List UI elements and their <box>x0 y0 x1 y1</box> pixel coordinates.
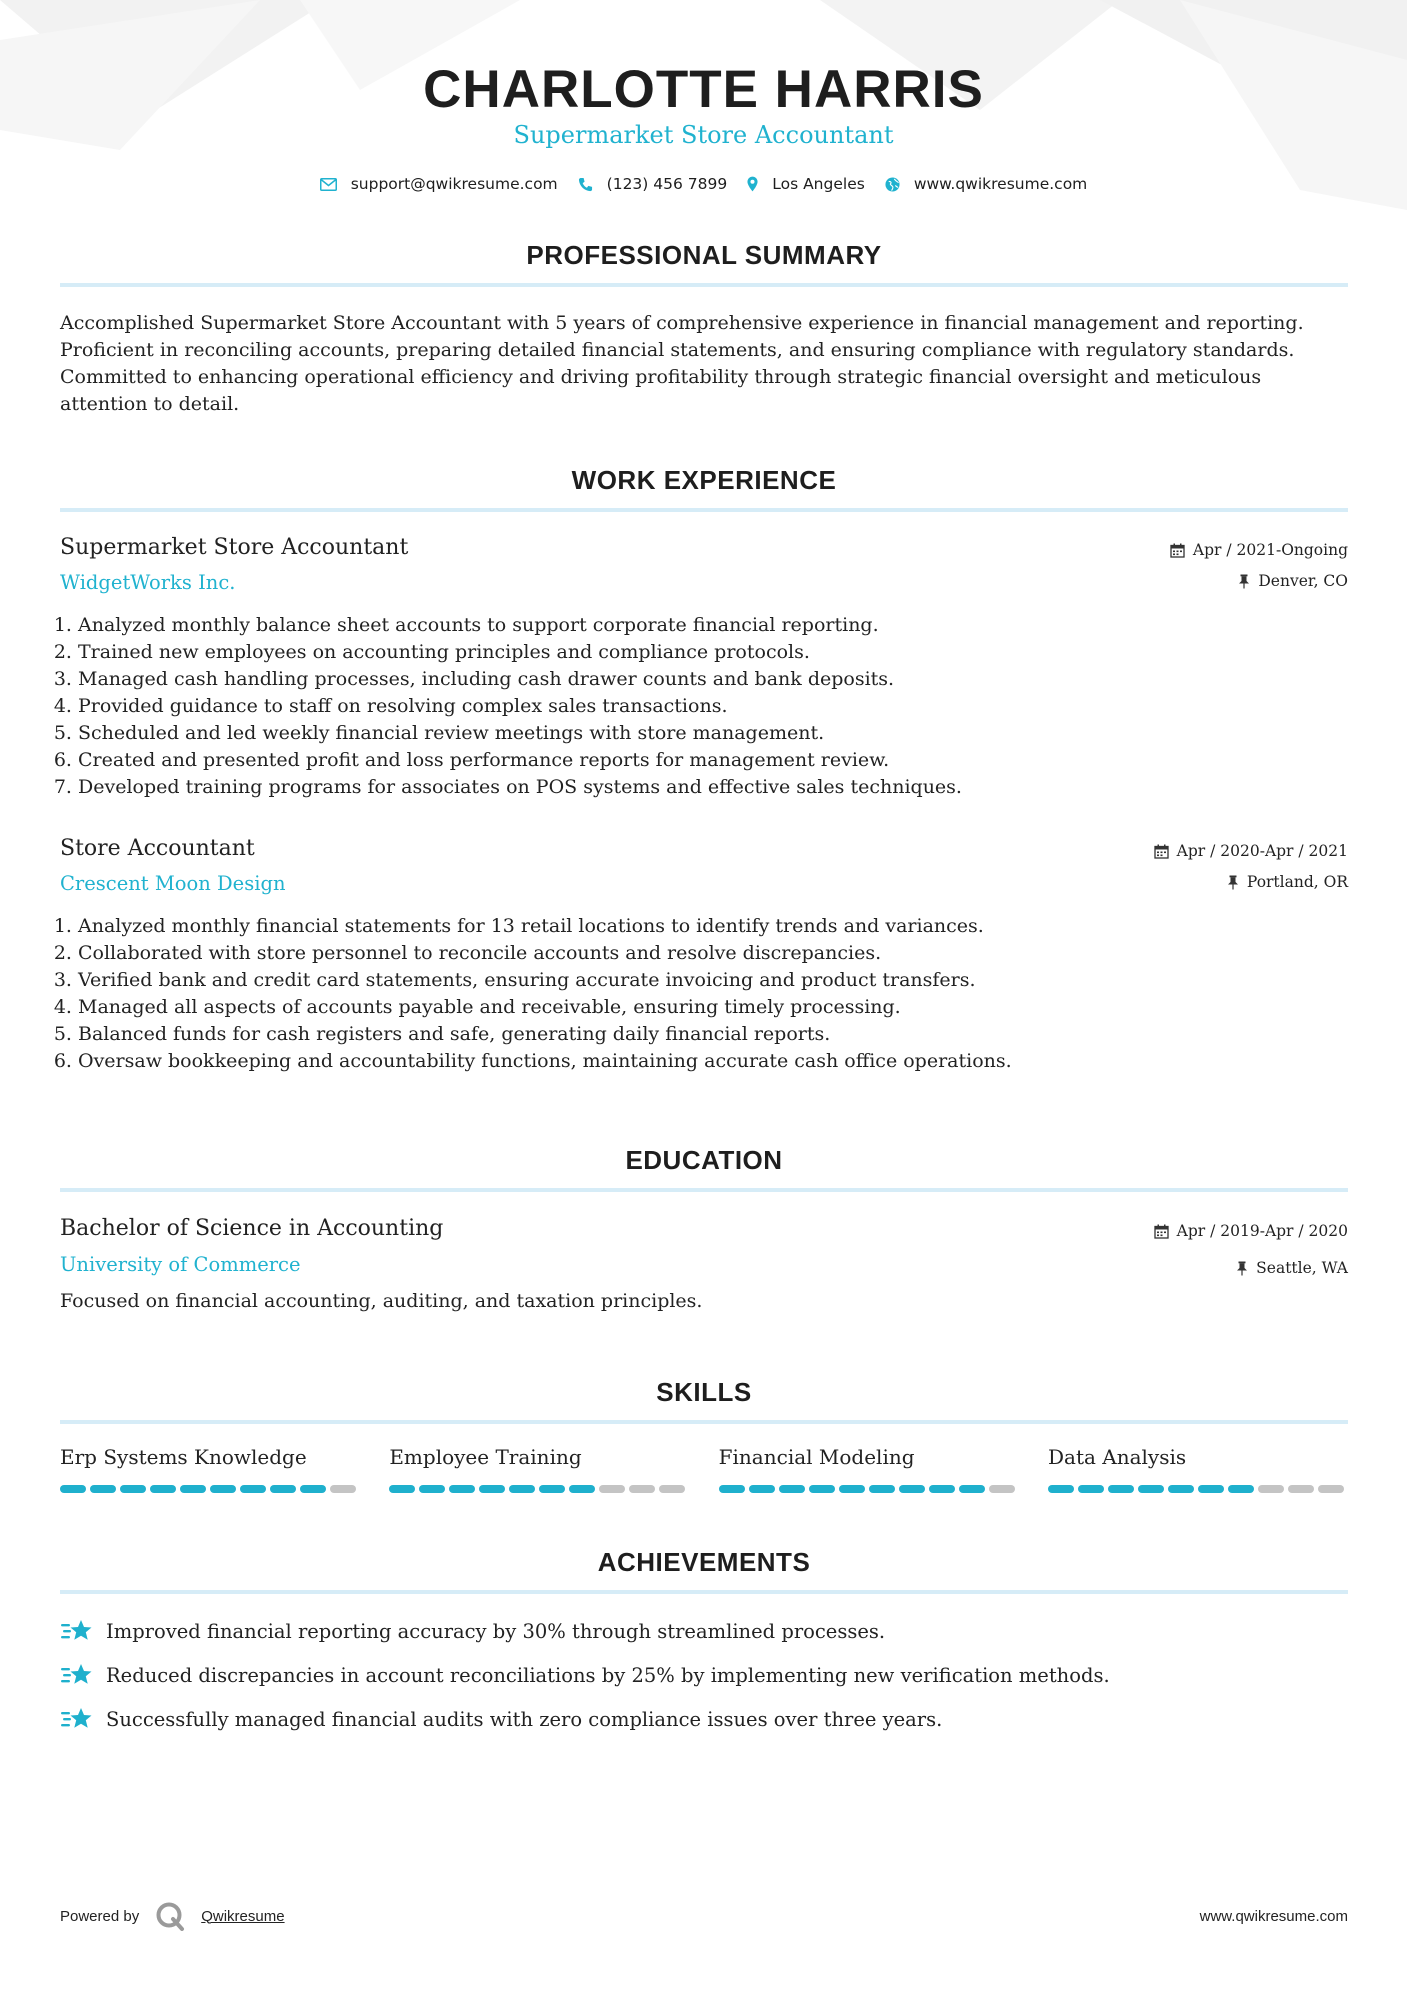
skill-segment-filled <box>1228 1485 1254 1493</box>
skill-segment-filled <box>419 1485 445 1493</box>
skill-segment-filled <box>120 1485 146 1493</box>
shooting-star-icon <box>60 1617 94 1645</box>
skill-segment-filled <box>779 1485 805 1493</box>
education-dates-text: Apr / 2019-Apr / 2020 <box>1176 1222 1348 1240</box>
achievement-item <box>60 1702 1348 1736</box>
education-meta <box>1154 1214 1348 1281</box>
job-entry-1-header <box>60 533 1348 598</box>
skill-segment-filled <box>270 1485 296 1493</box>
skill-level-bar <box>719 1485 1019 1493</box>
shooting-star-icon <box>60 1661 94 1689</box>
candidate-title: Supermarket Store Accountant <box>513 121 894 149</box>
skill-item <box>60 1443 360 1493</box>
skill-segment-empty <box>1318 1485 1344 1493</box>
job-location <box>1154 869 1348 895</box>
calendar-icon <box>1154 844 1169 859</box>
job-2-duties <box>60 913 1366 1075</box>
skill-segment-empty <box>599 1485 625 1493</box>
job-dates-text: Apr / 2020-Apr / 2021 <box>1176 842 1348 860</box>
job-location-text: Denver, CO <box>1258 572 1348 590</box>
skill-segment-filled <box>449 1485 475 1493</box>
skill-segment-empty <box>1258 1485 1284 1493</box>
achievements-divider <box>60 1590 1348 1594</box>
education-heading: EDUCATION <box>625 1145 783 1175</box>
skill-name: Employee Training <box>389 1445 582 1469</box>
skill-level-bar <box>389 1485 689 1493</box>
skill-segment-filled <box>90 1485 116 1493</box>
job-1-duties <box>60 612 1366 801</box>
skill-segment-filled <box>1138 1485 1164 1493</box>
skill-segment-filled <box>899 1485 925 1493</box>
achievement-text: Successfully managed financial audits with zero compliance issues over three years. <box>106 1707 943 1731</box>
education-dates <box>1154 1218 1348 1244</box>
skill-segment-filled <box>959 1485 985 1493</box>
footer-website-link[interactable]: www.qwikresume.com <box>1199 1907 1348 1925</box>
skill-segment-empty <box>659 1485 685 1493</box>
job-role: Store Accountant <box>60 836 255 861</box>
skill-item <box>1048 1443 1348 1493</box>
education-location-text: Seattle, WA <box>1256 1259 1348 1277</box>
pushpin-icon <box>1238 574 1250 589</box>
skill-segment-filled <box>300 1485 326 1493</box>
contact-website[interactable] <box>885 175 1087 193</box>
achievement-item <box>60 1614 1348 1648</box>
footer-branding <box>60 1901 285 1931</box>
job-meta <box>1154 834 1348 895</box>
skill-segment-filled <box>389 1485 415 1493</box>
candidate-name: CHARLOTTE HARRIS <box>423 60 984 119</box>
footer <box>60 1900 1348 1932</box>
duty-item: 2. Trained new employees on accounting principles and compliance protocols. <box>78 639 1366 666</box>
skill-segment-filled <box>1078 1485 1104 1493</box>
summary-heading: PROFESSIONAL SUMMARY <box>526 240 882 270</box>
qwikresume-link[interactable]: Qwikresume <box>201 1907 285 1925</box>
experience-heading: WORK EXPERIENCE <box>571 465 837 495</box>
education-entry-header <box>60 1214 1348 1280</box>
job-company: WidgetWorks Inc. <box>60 571 236 594</box>
skill-segment-filled <box>869 1485 895 1493</box>
skill-segment-filled <box>509 1485 535 1493</box>
duty-item: 7. Developed training programs for associates on POS systems and effective sales techniques. <box>78 774 1366 801</box>
contact-email[interactable] <box>320 175 558 193</box>
job-entry-2-header <box>60 834 1348 899</box>
skills-divider <box>60 1420 1348 1424</box>
envelope-icon <box>320 178 337 191</box>
calendar-icon <box>1170 543 1185 558</box>
achievement-text: Improved financial reporting accuracy by 30% through streamlined processes. <box>106 1619 886 1643</box>
job-dates <box>1154 838 1348 864</box>
summary-divider <box>60 283 1348 287</box>
job-location-text: Portland, OR <box>1246 873 1348 891</box>
skill-segment-filled <box>60 1485 86 1493</box>
job-location <box>1170 568 1348 594</box>
skill-segment-filled <box>1168 1485 1194 1493</box>
contact-location <box>747 175 865 193</box>
contact-phone-text: (123) 456 7899 <box>606 175 728 193</box>
skill-name: Data Analysis <box>1047 1445 1187 1469</box>
duty-item: 6. Created and presented profit and loss performance reports for management review. <box>78 747 1366 774</box>
experience-divider <box>60 508 1348 512</box>
education-school: University of Commerce <box>60 1253 301 1276</box>
job-dates <box>1170 537 1348 563</box>
duty-item: 4. Provided guidance to staff on resolving complex sales transactions. <box>78 693 1366 720</box>
globe-icon <box>885 177 900 192</box>
duty-item: 2. Collaborated with store personnel to reconcile accounts and resolve discrepancies. <box>78 940 1366 967</box>
skill-segment-empty <box>330 1485 356 1493</box>
education-divider <box>60 1188 1348 1192</box>
skill-segment-filled <box>929 1485 955 1493</box>
contact-website-text: www.qwikresume.com <box>913 175 1088 193</box>
contact-location-text: Los Angeles <box>772 175 865 193</box>
skills-list <box>60 1443 1348 1493</box>
skill-segment-empty <box>989 1485 1015 1493</box>
phone-icon <box>578 177 593 192</box>
duty-item: 6. Oversaw bookkeeping and accountability functions, maintaining accurate cash office operations. <box>78 1048 1366 1075</box>
skill-segment-filled <box>809 1485 835 1493</box>
contact-email-text: support@qwikresume.com <box>350 175 558 193</box>
skill-name: Erp Systems Knowledge <box>60 1445 307 1469</box>
job-meta <box>1170 533 1348 594</box>
achievement-item <box>60 1658 1348 1692</box>
job-role: Supermarket Store Accountant <box>60 535 409 560</box>
duty-item: 1. Analyzed monthly balance sheet accounts to support corporate financial reporting. <box>78 612 1366 639</box>
duty-item: 1. Analyzed monthly financial statements for 13 retail locations to identify trends and variances. <box>78 913 1366 940</box>
job-dates-text: Apr / 2021-Ongoing <box>1192 541 1348 559</box>
skill-item <box>389 1443 689 1493</box>
summary-text: Accomplished Supermarket Store Accountant with 5 years of comprehensive experience in financial management and reporting. Proficient in reconciling accounts, preparing detailed financial statements, and ensuring compliance with regulatory standards. Committed to enhancing operational efficiency and driving profitability through strategic financial oversight and meticulous attention to detail. <box>60 312 1304 415</box>
achievements-list <box>60 1614 1348 1746</box>
skills-heading: SKILLS <box>656 1377 752 1407</box>
skill-segment-filled <box>240 1485 266 1493</box>
skill-segment-filled <box>210 1485 236 1493</box>
contact-phone[interactable] <box>578 175 728 193</box>
achievement-text: Reduced discrepancies in account reconciliations by 25% by implementing new verification methods. <box>106 1663 1110 1687</box>
skill-segment-filled <box>479 1485 505 1493</box>
duty-item: 5. Scheduled and led weekly financial review meetings with store management. <box>78 720 1366 747</box>
skill-segment-filled <box>1048 1485 1074 1493</box>
education-degree: Bachelor of Science in Accounting <box>60 1216 444 1241</box>
duty-item: 5. Balanced funds for cash registers and safe, generating daily financial reports. <box>78 1021 1366 1048</box>
skill-segment-filled <box>839 1485 865 1493</box>
shooting-star-icon <box>60 1705 94 1733</box>
job-company: Crescent Moon Design <box>60 872 286 895</box>
duty-item: 3. Managed cash handling processes, including cash drawer counts and bank deposits. <box>78 666 1366 693</box>
skill-segment-filled <box>180 1485 206 1493</box>
skill-segment-filled <box>719 1485 745 1493</box>
pushpin-icon <box>1236 1261 1248 1276</box>
duty-item: 3. Verified bank and credit card statements, ensuring accurate invoicing and product transfers. <box>78 967 1366 994</box>
education-description: Focused on financial accounting, auditing, and taxation principles. <box>60 1290 703 1312</box>
achievements-heading: ACHIEVEMENTS <box>597 1547 811 1577</box>
skill-segment-empty <box>629 1485 655 1493</box>
skill-name: Financial Modeling <box>718 1445 915 1469</box>
skill-segment-filled <box>749 1485 775 1493</box>
map-pin-icon <box>747 176 758 192</box>
skill-segment-filled <box>1108 1485 1134 1493</box>
skill-segment-filled <box>1198 1485 1224 1493</box>
skill-segment-empty <box>1288 1485 1314 1493</box>
skill-segment-filled <box>569 1485 595 1493</box>
skill-level-bar <box>60 1485 360 1493</box>
skill-segment-filled <box>539 1485 565 1493</box>
skill-level-bar <box>1048 1485 1348 1493</box>
contact-bar <box>0 172 1407 196</box>
skill-segment-filled <box>150 1485 176 1493</box>
education-location <box>1154 1255 1348 1281</box>
calendar-icon <box>1154 1224 1169 1239</box>
qwikresume-logo-icon <box>155 1901 185 1931</box>
powered-by-label: Powered by <box>60 1907 140 1925</box>
skill-item <box>719 1443 1019 1493</box>
duty-item: 4. Managed all aspects of accounts payable and receivable, ensuring timely processing. <box>78 994 1366 1021</box>
pushpin-icon <box>1227 875 1239 890</box>
